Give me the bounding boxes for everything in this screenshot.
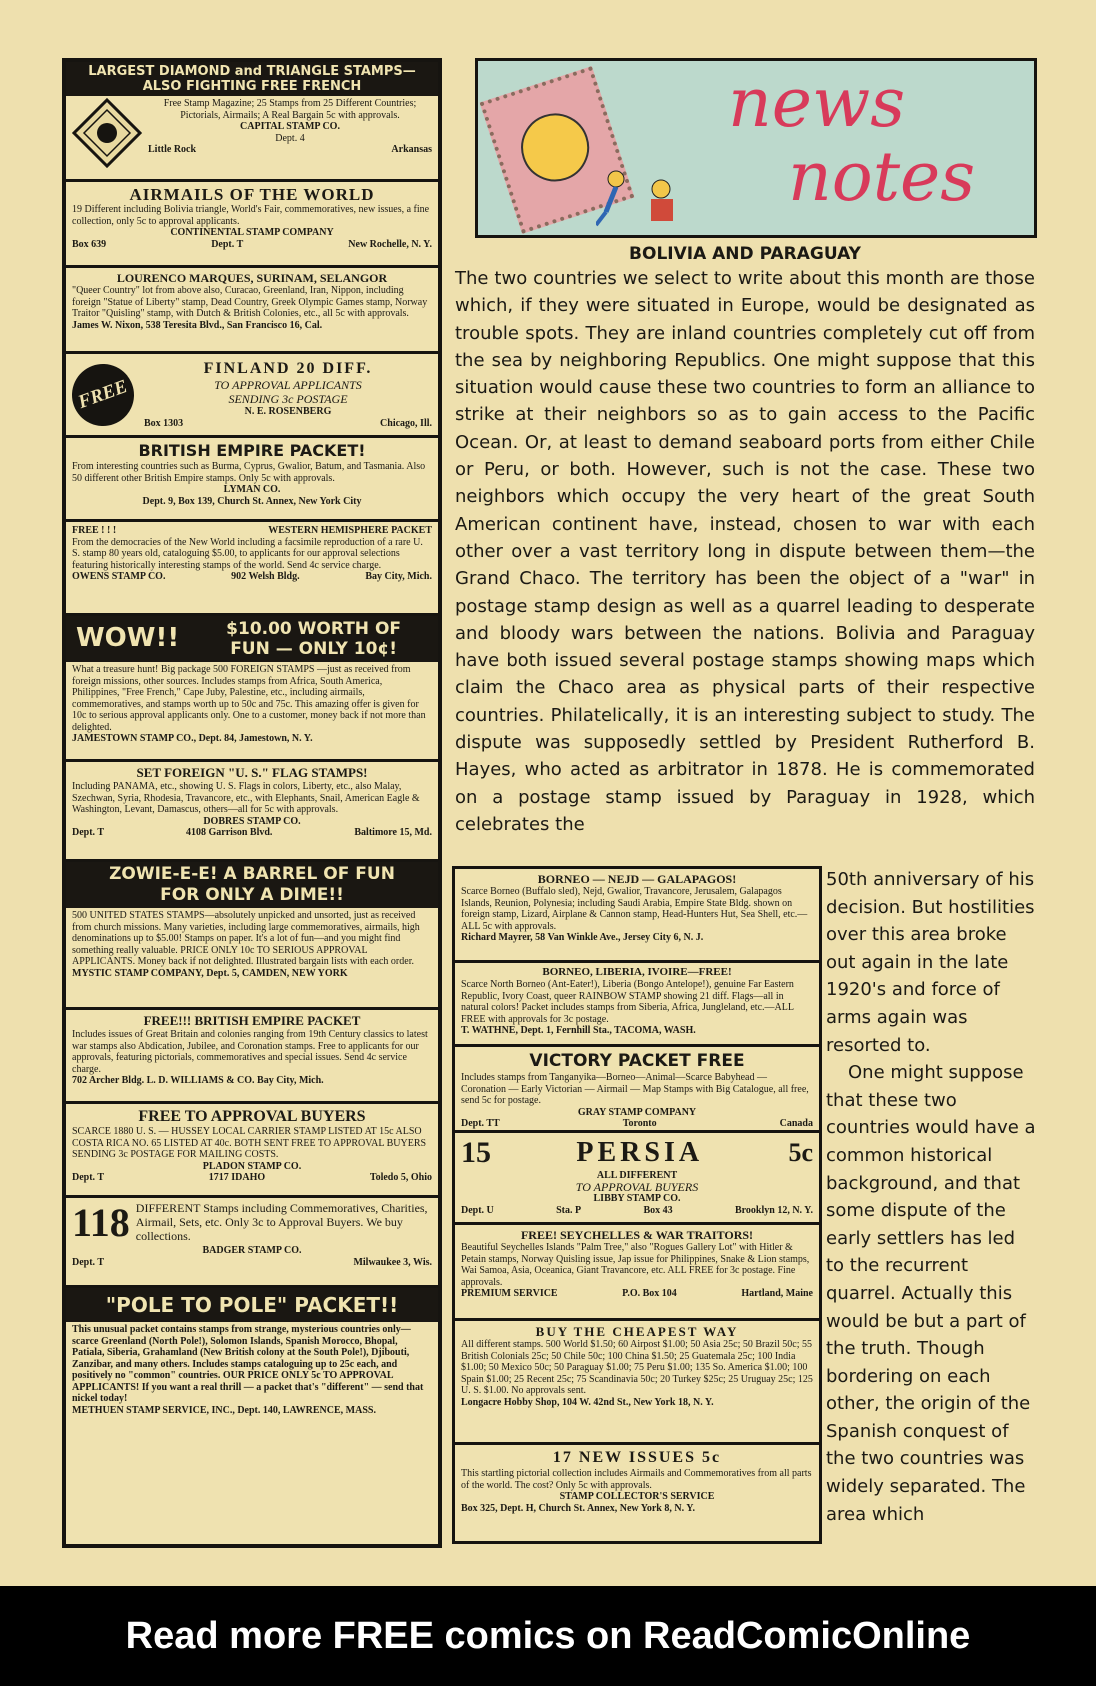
ad-box: Box 1303: [144, 417, 184, 429]
ad-country: Canada: [779, 1118, 813, 1129]
ad-body: This startling pictorial collection includes Airmails and Commemoratives from all parts of the world. The cost? Only 5c with approvals.: [461, 1468, 812, 1491]
ad-address: Box 325, Dept. H, Church St. Annex, New York 8, N. Y.: [461, 1502, 696, 1514]
ad-company: DOBRES STAMP CO.: [203, 815, 301, 827]
ad-headline: SET FOREIGN "U. S." FLAG STAMPS!: [136, 765, 368, 780]
ad-body: Includes issues of Great Britain and colonies ranging from 19th Century classics to latest war stamps also Abdication, Jubilee, and Coronation stamps. Free to applicants for our approvals, featuring pictorials, commemoratives and special issues. Send 4c service charge.: [72, 1029, 428, 1075]
ad-company: PLADON STAMP CO.: [202, 1160, 302, 1172]
ad-pladon: [66, 1104, 438, 1198]
ad-dept: Dept. T: [211, 238, 244, 250]
ad-box: Box 43: [643, 1204, 673, 1216]
ad-mystic: [66, 862, 438, 1010]
article-main: [455, 243, 1035, 838]
ad-methuen: [66, 1288, 438, 1438]
left-ad-column: [62, 58, 442, 1548]
ad-sta: Sta. P: [556, 1204, 582, 1216]
ad-city: Toronto: [622, 1118, 657, 1129]
diamond-stamp-icon: [72, 98, 142, 168]
ad-owens: [66, 522, 438, 616]
ad-body: Scarce Borneo (Buffalo sled), Nejd, Gwalior, Travancore, Jerusalem, Galapagos Islands, Reunion, Polynesia; including Saudi Arabia, Empire State Bldg. shown on foreign stamp, Lizard, Airplane & Cannon stamp, Head-Hunters Hut, Sea Shell, etc.—ALL 5c with approvals.: [461, 886, 808, 932]
ad-company: CONTINENTAL STAMP COMPANY: [170, 227, 334, 238]
ad-line: ALL DIFFERENT: [596, 1170, 678, 1181]
ad-lyman: [66, 438, 438, 522]
ad-city: Brooklyn 12, N. Y.: [734, 1204, 813, 1216]
ad-headline: BORNEO, LIBERIA, IVOIRE—FREE!: [542, 966, 732, 978]
ad-body: 19 Different including Bolivia triangle, World's Fair, commemoratives, new issues, a fine collection, only 5c to approval applicants.: [72, 204, 430, 227]
ad-big-number: 118: [72, 1200, 130, 1245]
ad-city: Little Rock: [148, 144, 197, 155]
ad-dept: Dept. T: [72, 827, 105, 838]
ad-address: METHUEN STAMP SERVICE, INC., Dept. 140, LAWRENCE, MASS.: [72, 1404, 376, 1416]
ad-longacre: [455, 1321, 819, 1445]
ad-headline: ZOWIE-E-E! A BARREL OF FUN: [109, 864, 395, 884]
ad-address: JAMESTOWN STAMP CO., Dept. 84, Jamestown, N. Y.: [72, 733, 313, 744]
ad-body: All different stamps. 500 World $1.50; 60 Airpost $1.00; 50 Asia 25c; 50 Brazil 50c; 55 British Colonials 25c; 50 Chile 50c; 100 China $1.50; 25 Guatemala 25c; 100 India $1.00; 50 Mexico 50c; 50 Paraguay $1.00; 75 Peru $1.00; 135 So. America $1.00; 100 Spain $1.00; 25 Recent 25c; 75 Scandinavia 50c; 20 Turkey $25c; 25 Uruguay 25c; 125 U. S. $1.00. No approvals sent.: [461, 1339, 813, 1396]
ad-headline: ALSO FIGHTING FREE FRENCH: [142, 79, 362, 94]
ad-gray: [455, 1047, 819, 1133]
news-notes-title: news notes: [728, 64, 976, 217]
ad-city: Hartland, Maine: [741, 1288, 813, 1299]
ad-city: Baltimore 15, Md.: [354, 827, 432, 838]
ad-headline: FREE! SEYCHELLES & WAR TRAITORS!: [520, 1228, 754, 1242]
ad-address: MYSTIC STAMP COMPANY, Dept. 5, CAMDEN, NEW YORK: [72, 967, 348, 979]
ad-premium: [455, 1225, 819, 1321]
ad-headline: LARGEST DIAMOND and TRIANGLE STAMPS—: [88, 64, 416, 79]
ad-street: 4108 Garrison Blvd.: [186, 827, 273, 838]
ad-body: From the democracies of the New World including a facsimile reproduction of a rare U. S. stamp 80 years old, cataloguing $5.00, to applicants for our approval selections featuring historically interesting stamps of the world. Send 4c service charge.: [72, 536, 423, 571]
ad-body: From interesting countries such as Burma, Cyprus, Gwalior, Batum, and Tasmania. Also 50 different other British Empire stamps. Only 5c with approvals.: [72, 461, 426, 484]
ad-company: STAMP COLLECTOR'S SERVICE: [559, 1491, 715, 1502]
news-notes-header: [475, 58, 1037, 238]
ad-city: Chicago, Ill.: [380, 417, 432, 429]
ad-libby: [455, 1133, 819, 1225]
ad-body: Including PANAMA, etc., showing U. S. Flags in colors, Liberty, etc., also Malay, Szechwan, Syria, Rhodesia, Travancore, etc., with Elephants, Snail, American Eagle & Washington, Levant, Damascus, others—all for 5c with approvals.: [72, 781, 420, 815]
ad-headline: FINLAND 20 DIFF.: [203, 360, 373, 377]
ad-nixon: [66, 268, 438, 354]
middle-ad-column: [452, 866, 822, 1544]
ad-big-number: 15: [461, 1136, 491, 1169]
ad-company: PREMIUM SERVICE: [461, 1288, 558, 1299]
ad-headline: "POLE TO POLE" PACKET!!: [66, 1288, 438, 1322]
ad-address: James W. Nixon, 538 Teresita Blvd., San Francisco 16, Cal.: [72, 319, 323, 331]
ad-company: BADGER STAMP CO.: [202, 1245, 302, 1256]
ad-headline: BRITISH EMPIRE PACKET!: [138, 441, 366, 460]
ad-body: SCARCE 1880 U. S. — HUSSEY LOCAL CARRIER STAMP LISTED AT 15c ALSO COSTA RICA NO. 65 LISTED AT 40c. BOTH SENT FREE TO APPROVAL BUYERS SENDING 3c POSTAGE FOR MAILING COSTS.: [72, 1126, 427, 1160]
article-paragraph: One might suppose that these two countries would have a common historical background, and that some dispute of the early settlers has led to the recurrent quarrel. Actually this would be but a part of the truth. Though bordering on each other, the origin of the Spanish conquest of the two countries was widely separated. The area which: [826, 1062, 1036, 1525]
ad-line: TO APPROVAL APPLICANTS: [214, 378, 362, 392]
ad-company: GRAY STAMP COMPANY: [577, 1106, 697, 1118]
readcomiconline-banner[interactable]: [0, 1586, 1096, 1686]
ad-box: Box 639: [72, 238, 107, 250]
ad-jamestown: [66, 616, 438, 762]
ad-box: P.O. Box 104: [622, 1288, 677, 1299]
ad-wow: WOW!!: [76, 623, 180, 654]
ad-body: Includes stamps from Tanganyika—Borneo—Animal—Scarce Babyhead — Coronation — Early Victorian — Airmail — Map Stamps with Big Catalogue, all free, send 5c for postage.: [461, 1072, 809, 1106]
article-paragraph: The two countries we select to write about this month are those which, if they were situated in Europe, would be designated as trouble spots. They are inland countries completely cut off from the sea by neighboring Republics. One might suppose that this situation would cause these two countries to form an alliance to strike at their neighbors so as to gain access to the Pacific Ocean. Or, at least to demand seaboard ports from either Chile or Peru, or both. However, such is not the case. These two neighbors which occupy the very heart of the great South American continent have, instead, chosen to war with each other over a vast territory long in dispute between them—the Grand Chaco. The territory has been the object of a "war" in postage stamp design as well as a quarrel leading to desperate and bloody wars between the nations. Bolivia and Paraguay have both issued several postage stamps showing maps which claim the Chaco area as physical parts of their respective countries. Philatelically, it is an interesting subject to study. The dispute was supposedly settled by President Rutherford B. Hayes, who acted as arbitrator in 1878. He is commemorated on a postage stamp issued by Paraguay in 1928, which celebrates the: [455, 268, 1035, 835]
ad-mayrer: [455, 869, 819, 963]
ad-body: Beautiful Seychelles Islands "Palm Tree," also "Rogues Gallery Lot" with Hitler & Petain stamps, Norway Quisling issue, Jap issue for Philippines, Snake & Lion stamps, Wai Samoa, Asia, Oceanica, Giant Travancore, etc. ALL FREE for 3c postage. Fine approvals.: [461, 1242, 810, 1288]
ad-address: Longacre Hobby Shop, 104 W. 42nd St., New York 18, N. Y.: [461, 1396, 714, 1408]
ad-city: Milwaukee 3, Wis.: [353, 1256, 432, 1268]
ad-body: What a treasure hunt! Big package 500 FOREIGN STAMPS —just as received from foreign missions, other sources. Includes stamps from Africa, South America, Philippines, "Free French," Cape Juby, Palestine, etc., including airmails, commemoratives, and stamps worth up to 50c and 75c. This amazing offer is given for 10c to serious approval applicants only. One to a customer, money back if not more than delighted.: [72, 664, 426, 733]
ad-headline: WESTERN HEMISPHERE PACKET: [268, 525, 432, 536]
ad-company: OWENS STAMP CO.: [72, 571, 166, 582]
ad-company: LIBBY STAMP CO.: [593, 1193, 681, 1204]
ad-headline: FOR ONLY A DIME!!: [160, 885, 344, 905]
ad-bldg: 902 Welsh Bldg.: [231, 571, 300, 582]
ad-williams: [66, 1010, 438, 1104]
ad-headline: VICTORY PACKET FREE: [529, 1051, 745, 1071]
ad-body: "Queer Country" lot from above also, Curacao, Greenland, Iran, Nippon, including foreign "Statue of Liberty" stamp, Dead Country, Greek Olympic Games stamp, Norway Traitor "Quisling" stamp, with Dutch & British Colonies, etc., all 5c with approvals.: [72, 285, 428, 319]
ad-headline: BORNEO — NEJD — GALAPAGOS!: [537, 872, 737, 886]
cartoon-figures-icon: [596, 167, 686, 227]
ad-company: CAPITAL STAMP CO.: [240, 121, 340, 132]
ad-dept: Dept. U: [461, 1204, 494, 1216]
ad-dept: Dept. TT: [461, 1118, 500, 1129]
ad-badger: [66, 1198, 438, 1288]
ad-collectors-service: [455, 1445, 819, 1541]
ad-dobres: [66, 762, 438, 862]
ad-city: Bay City, Mich.: [365, 571, 432, 582]
ad-capital-stamp: [66, 62, 438, 182]
ad-line: TO APPROVAL BUYERS: [575, 1179, 699, 1194]
ad-address: Dept. 9, Box 139, Church St. Annex, New York City: [142, 495, 362, 507]
ad-body: This unusual packet contains stamps from strange, mysterious countries only—scarce Greenland (North Pole!), Solomon Islands, Spanish Morocco, Bhopal, Patiala, Siberia, Grahamland (New British colony at the South Pole!), Djibouti, Zanzibar, and many others. Includes stamps cataloguing up to 25c each, and positively no "common" countries. OUR PRICE ONLY 5c TO APPROVAL APPLICANTS! If you want a real thrill — a packet that's "different" — send that nickel today!: [72, 1324, 424, 1404]
ad-headline: PERSIA: [576, 1137, 704, 1168]
ad-wathne: [455, 963, 819, 1047]
ad-state: Arkansas: [391, 144, 432, 155]
ad-price: 5c: [788, 1138, 813, 1167]
banner-text: Read more FREE comics on ReadComicOnline: [125, 1615, 971, 1657]
ad-dept: Dept. T: [72, 1256, 105, 1268]
ad-company: N. E. ROSENBERG: [244, 406, 332, 417]
ad-headline: FREE TO APPROVAL BUYERS: [138, 1108, 366, 1125]
free-badge: FREE: [66, 355, 143, 434]
ad-body: Free Stamp Magazine; 25 Stamps from 25 Different Countries; Pictorials, Airmails; A Real Bargain 5c with approvals.: [163, 98, 417, 121]
ad-company: LYMAN CO.: [223, 484, 281, 495]
ad-continental-stamp: [66, 182, 438, 268]
ad-body: 500 UNITED STATES STAMPS—absolutely unpicked and unsorted, just as received from church missions. Many varieties, including large commemoratives, airmails, high denominations up to $5.00! Stamps on paper. It's a lot of fun—and you might find something really valuable. PRICE ONLY 10c TO SERIOUS APPROVAL APPLICANTS. Money back if not delighted. Illustrated bargain lists with each order.: [72, 910, 420, 967]
ad-address: Richard Mayrer, 58 Van Winkle Ave., Jersey City 6, N. J.: [461, 932, 704, 943]
ad-headline: FREE!!! BRITISH EMPIRE PACKET: [143, 1013, 361, 1028]
article-continuation: [826, 866, 1036, 1528]
article-paragraph: 50th anniversary of his decision. But hostilities over this area broke out again in the late 1920's and force of arms again was resorted to.: [826, 869, 1035, 1056]
article-title: BOLIVIA AND PARAGUAY: [629, 244, 861, 264]
ad-body: DIFFERENT Stamps including Commemoratives, Charities, Airmail, Sets, etc. Only 3c to Approval Buyers. We buy collections.: [135, 1201, 428, 1243]
ad-dept: Dept. 4: [275, 132, 305, 144]
ad-headline: LOURENCO MARQUES, SURINAM, SELANGOR: [116, 271, 388, 285]
ad-headline: 17 NEW ISSUES 5c: [552, 1449, 722, 1466]
ad-headline: FUN — ONLY 10¢!: [230, 639, 397, 659]
ad-dept: Dept. T: [72, 1172, 105, 1183]
ad-line: SENDING 3c POSTAGE: [228, 392, 348, 406]
ad-free-label: FREE ! ! !: [72, 525, 117, 536]
ad-body: Scarce North Borneo (Ant-Eater!), Liberia (Bongo Antelope!), genuine Far Eastern Republic, Ivory Coast, queer RAINBOW STAMP showing 21 diff. Flags—all in natural colors! Packet includes stamps from Siberia, Africa, Jungleland, etc.—ALL FREE with approvals for 3c postage.: [461, 979, 794, 1025]
ad-city: New Rochelle, N. Y.: [348, 238, 432, 250]
ad-address: T. WATHNE, Dept. 1, Fernhill Sta., TACOMA, WASH.: [461, 1025, 696, 1036]
ad-address: 702 Archer Bldg. L. D. WILLIAMS & CO. Bay City, Mich.: [72, 1075, 324, 1086]
ad-headline: BUY THE CHEAPEST WAY: [535, 1324, 739, 1339]
ad-headline: AIRMAILS OF THE WORLD: [129, 185, 375, 204]
ad-rosenberg: [66, 354, 438, 438]
ad-street: 1717 IDAHO: [208, 1172, 266, 1183]
ad-city: Toledo 5, Ohio: [369, 1172, 432, 1183]
ad-headline: $10.00 WORTH OF: [226, 619, 402, 639]
